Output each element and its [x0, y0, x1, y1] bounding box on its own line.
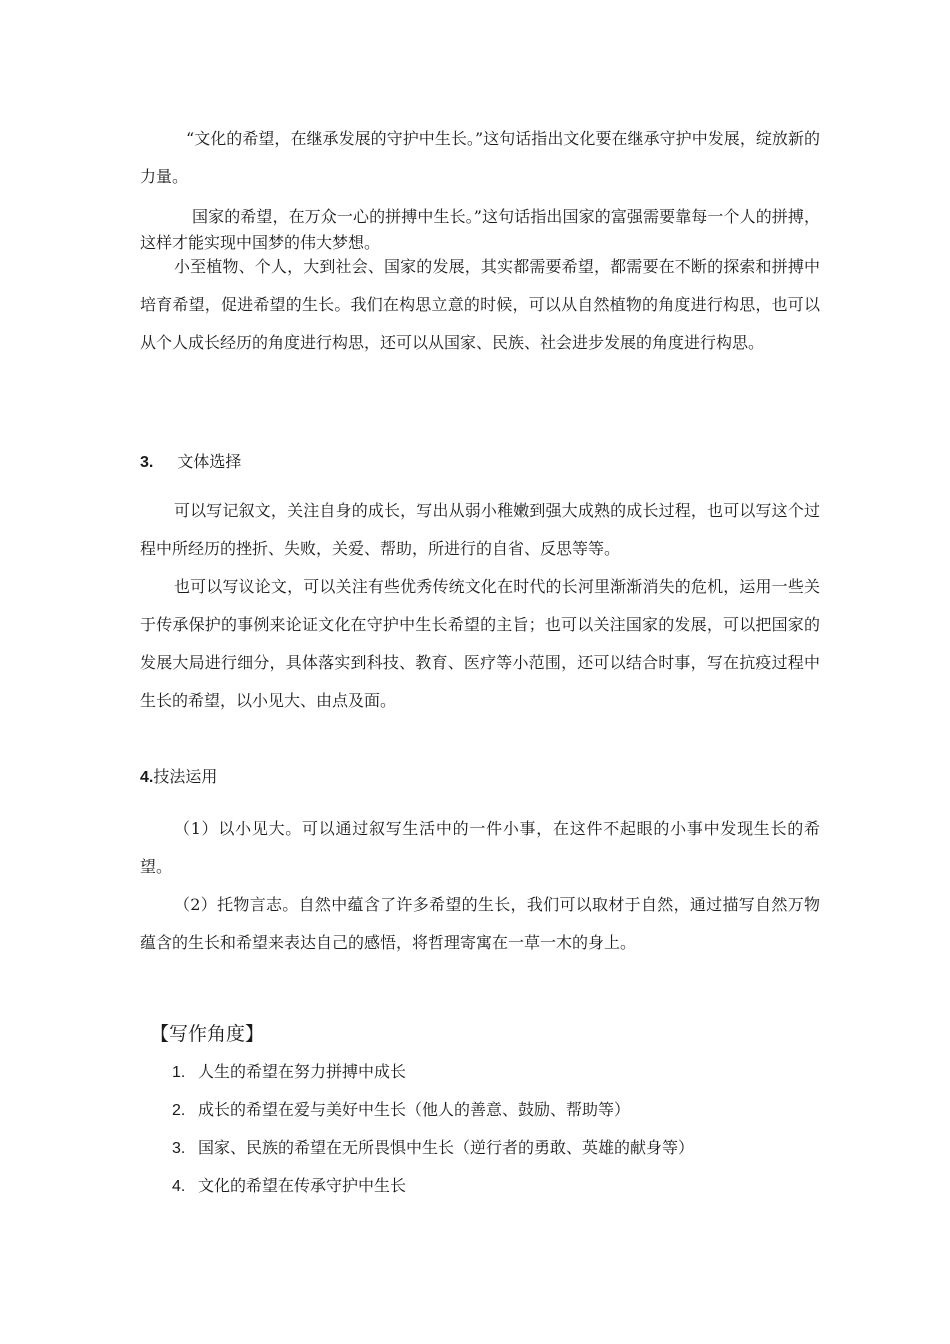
list-text: 国家、民族的希望在无所畏惧中生长（逆行者的勇敢、英雄的献身等） [198, 1138, 695, 1157]
writing-angles-title: 【写作角度】 [150, 1023, 265, 1045]
section-4-title: 技法运用 [153, 767, 218, 786]
list-number: 2. [172, 1102, 186, 1119]
paragraph-culture-quote: “文化的希望，在继承发展的守护中生长。”这句话指出文化要在继承守护中发展，绽放新的力量。 [140, 129, 820, 186]
list-text: 人生的希望在努力拼搏中成长 [198, 1062, 407, 1081]
paragraph-conception: 小至植物、个人，大到社会、国家的发展，其实都需要希望，都需要在不断的探索和拼搏中培育希望，促进希望的生长。我们在构思立意的时候，可以从自然植物的角度进行构思，也可以从个人成长经历的角度进行构思，还可以从国家、民族、社会进步发展的角度进行构思。 [140, 257, 820, 352]
list-number: 1. [172, 1064, 186, 1081]
paragraph-technique-2: （2）托物言志。自然中蕴含了许多希望的生长，我们可以取材于自然，通过描写自然万物蕴含的生长和希望来表达自己的感悟，将哲理寄寓在一草一木的身上。 [140, 895, 820, 952]
paragraph-technique-1: （1）以小见大。可以通过叙写生活中的一件小事，在这件不起眼的小事中发现生长的希望。 [140, 819, 820, 876]
section-3-title: 文体选择 [177, 452, 242, 471]
list-number: 4. [172, 1178, 186, 1195]
list-number: 3. [172, 1140, 186, 1157]
section-4-heading [140, 766, 217, 789]
list-text: 文化的希望在传承守护中生长 [198, 1176, 407, 1195]
list-text: 成长的希望在爱与美好中生长（他人的善意、鼓励、帮助等） [198, 1100, 631, 1119]
section-3-heading [140, 451, 241, 474]
list-item [172, 1061, 406, 1084]
section-3-number: 3. [140, 454, 154, 471]
list-item [172, 1099, 630, 1122]
paragraph-nation-quote: 国家的希望，在万众一心的拼搏中生长。”这句话指出国家的富强需要靠每一个人的拼搏，这样才能实现中国梦的伟大梦想。 [140, 207, 820, 252]
list-item [172, 1137, 694, 1160]
paragraph-narrative-style: 可以写记叙文，关注自身的成长，写出从弱小稚嫩到强大成熟的成长过程，也可以写这个过程中所经历的挫折、失败，关爱、帮助，所进行的自省、反思等等。 [140, 501, 820, 558]
section-4-number: 4. [140, 769, 154, 786]
paragraph-argumentative-style: 也可以写议论文，可以关注有些优秀传统文化在时代的长河里渐渐消失的危机，运用一些关于传承保护的事例来论证文化在守护中生长希望的主旨；也可以关注国家的发展，可以把国家的发展大局进行细分，具体落实到科技、教育、医疗等小范围，还可以结合时事，写在抗疫过程中生长的希望，以小见大、由点及面。 [140, 577, 820, 710]
list-item [172, 1175, 406, 1198]
